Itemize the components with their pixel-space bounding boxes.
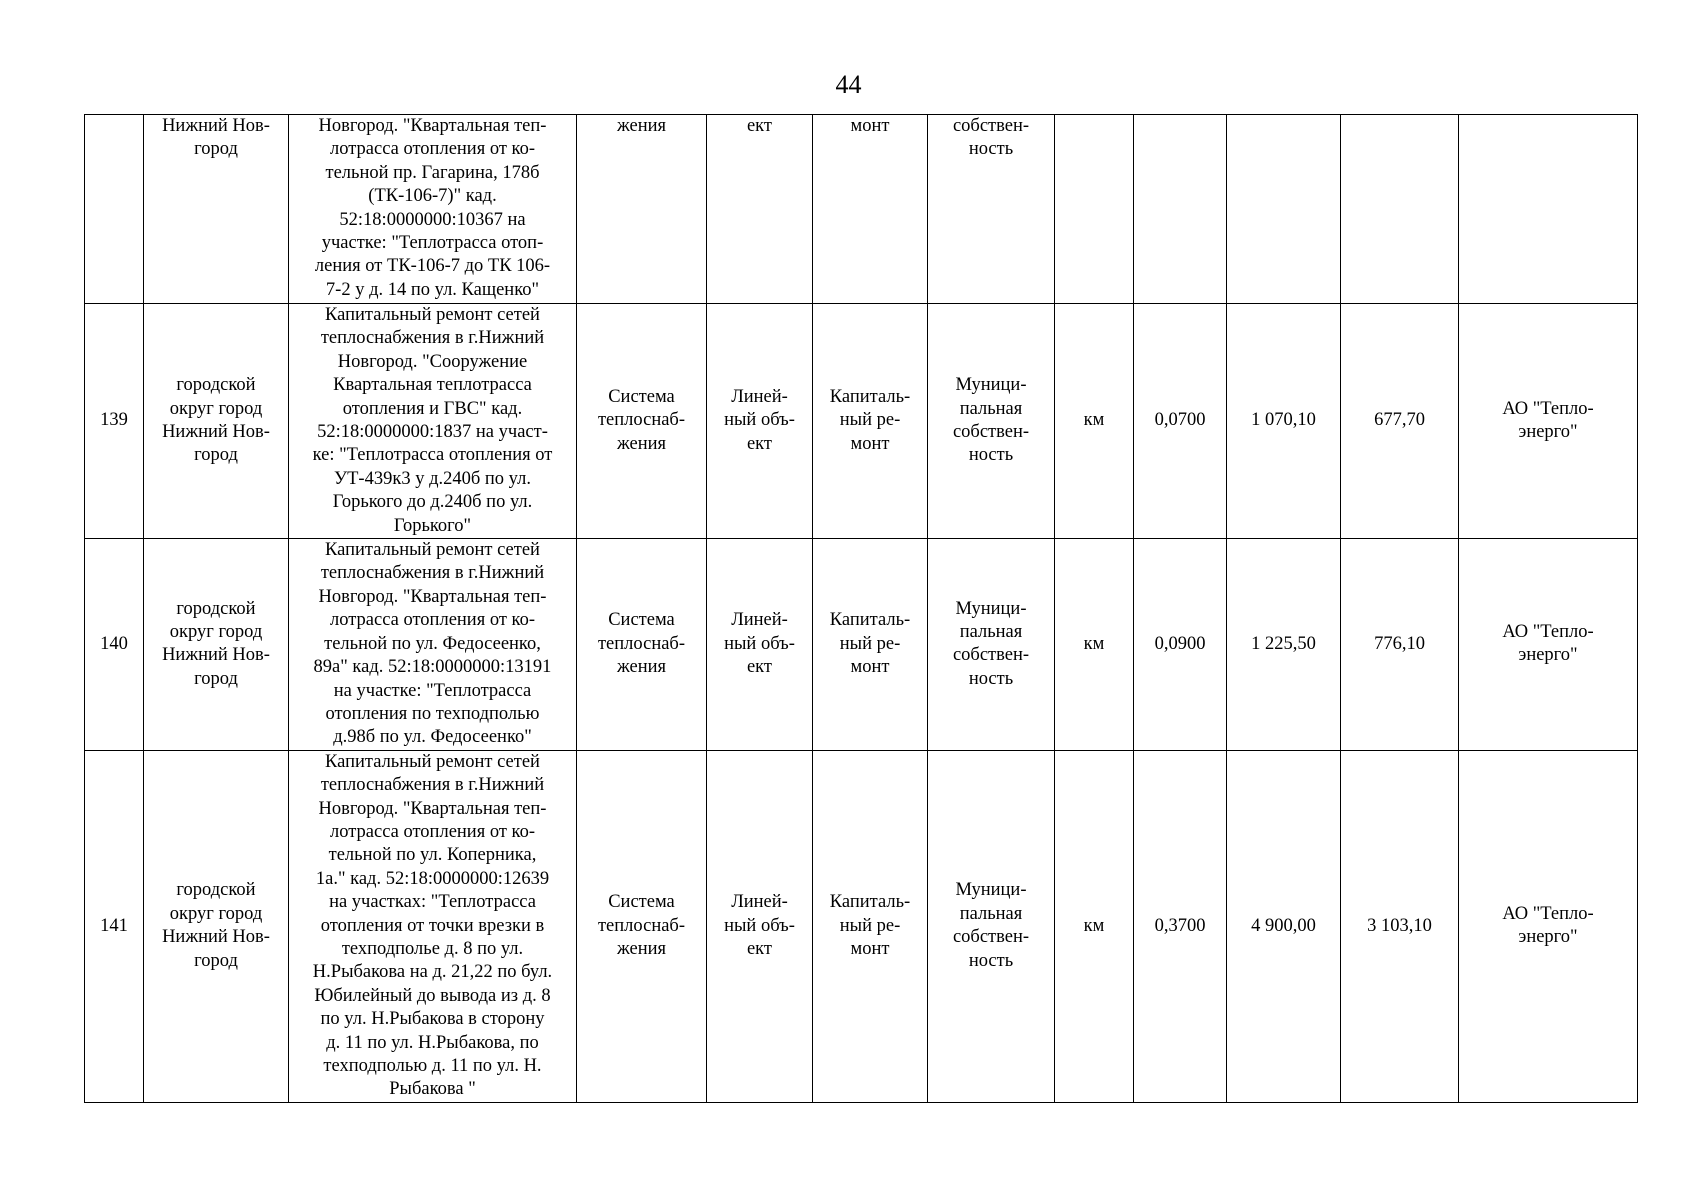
- cell-executor: АО "Тепло- энерго": [1459, 750, 1638, 1102]
- table-row: [85, 539, 1638, 751]
- cell-system: Система теплоснаб- жения: [577, 750, 707, 1102]
- cell-executor: АО "Тепло- энерго": [1459, 539, 1638, 751]
- cell-cost-part: 677,70: [1341, 304, 1459, 539]
- cell-object-type: Линей- ный объ- ект: [707, 750, 813, 1102]
- cell-cost-total: [1227, 115, 1341, 304]
- cell-object-type: Линей- ный объ- ект: [707, 539, 813, 751]
- table-row: [85, 304, 1638, 539]
- cell-cost-total: 4 900,00: [1227, 750, 1341, 1102]
- cell-number: 139: [85, 304, 144, 539]
- cell-unit: км: [1055, 750, 1134, 1102]
- cell-object-name: Капитальный ремонт сетей теплоснабжения в г.Нижний Новгород. "Квартальная теп- лотрасса отопления от ко- тельной по ул. Федосеенко, 89а" кад. 52:18:0000000:13191 на участке: "Теплотрасса отопления по техподполью д.98б по ул. Федосеенко": [289, 539, 577, 751]
- cell-work-type: Капиталь- ный ре- монт: [813, 750, 928, 1102]
- cell-system: Система теплоснаб- жения: [577, 539, 707, 751]
- cell-number: 141: [85, 750, 144, 1102]
- cell-executor: АО "Тепло- энерго": [1459, 304, 1638, 539]
- cell-object-name: Капитальный ремонт сетей теплоснабжения в г.Нижний Новгород. "Квартальная теп- лотрасса отопления от ко- тельной по ул. Коперника, 1а." кад. 52:18:0000000:12639 на участках: "Теплотрасса отопления от точки врезки в техподполье д. 8 по ул. Н.Рыбакова на д. 21,22 по бул. Юбилейный до вывода из д. 8 по ул. Н.Рыбакова в сторону д. 11 по ул. Н.Рыбакова, по техподполью д. 11 по ул. Н. Рыбакова ": [289, 750, 577, 1102]
- cell-cost-part: 776,10: [1341, 539, 1459, 751]
- cell-municipality: городской округ город Нижний Нов- город: [144, 750, 289, 1102]
- cell-cost-total: 1 070,10: [1227, 304, 1341, 539]
- cell-length: 0,0900: [1134, 539, 1227, 751]
- data-table: [84, 114, 1638, 1103]
- cell-system: Система теплоснаб- жения: [577, 304, 707, 539]
- cell-executor: [1459, 115, 1638, 304]
- cell-object-name: Новгород. "Квартальная теп- лотрасса отопления от ко- тельной пр. Гагарина, 178б (ТК-106-7)" кад. 52:18:0000000:10367 на участке: "Теплотрасса отоп- ления от ТК-106-7 до ТК 106- 7-2 у д. 14 по ул. Кащенко": [289, 115, 577, 304]
- cell-system: жения: [577, 115, 707, 304]
- table-row: [85, 750, 1638, 1102]
- cell-unit: км: [1055, 304, 1134, 539]
- cell-object-name: Капитальный ремонт сетей теплоснабжения в г.Нижний Новгород. "Сооружение Квартальная теплотрасса отопления и ГВС" кад. 52:18:0000000:1837 на участ- ке: "Теплотрасса отопления от УТ-439к3 у д.240б по ул. Горького до д.240б по ул. Горького": [289, 304, 577, 539]
- cell-work-type: Капиталь- ный ре- монт: [813, 304, 928, 539]
- cell-cost-part: 3 103,10: [1341, 750, 1459, 1102]
- cell-length: 0,0700: [1134, 304, 1227, 539]
- page-number: 44: [835, 70, 862, 99]
- cell-municipality: Нижний Нов- город: [144, 115, 289, 304]
- cell-unit: км: [1055, 539, 1134, 751]
- cell-work-type: Капиталь- ный ре- монт: [813, 539, 928, 751]
- cell-municipality: городской округ город Нижний Нов- город: [144, 539, 289, 751]
- cell-length: [1134, 115, 1227, 304]
- cell-ownership: Муници- пальная собствен- ность: [928, 304, 1055, 539]
- cell-length: 0,3700: [1134, 750, 1227, 1102]
- cell-ownership: Муници- пальная собствен- ность: [928, 539, 1055, 751]
- cell-object-type: Линей- ный объ- ект: [707, 304, 813, 539]
- cell-ownership: Муници- пальная собствен- ность: [928, 750, 1055, 1102]
- cell-unit: [1055, 115, 1134, 304]
- table-row: [85, 115, 1638, 304]
- cell-ownership: собствен- ность: [928, 115, 1055, 304]
- cell-cost-part: [1341, 115, 1459, 304]
- cell-work-type: монт: [813, 115, 928, 304]
- cell-object-type: ект: [707, 115, 813, 304]
- cell-cost-total: 1 225,50: [1227, 539, 1341, 751]
- cell-number: [85, 115, 144, 304]
- cell-municipality: городской округ город Нижний Нов- город: [144, 304, 289, 539]
- cell-number: 140: [85, 539, 144, 751]
